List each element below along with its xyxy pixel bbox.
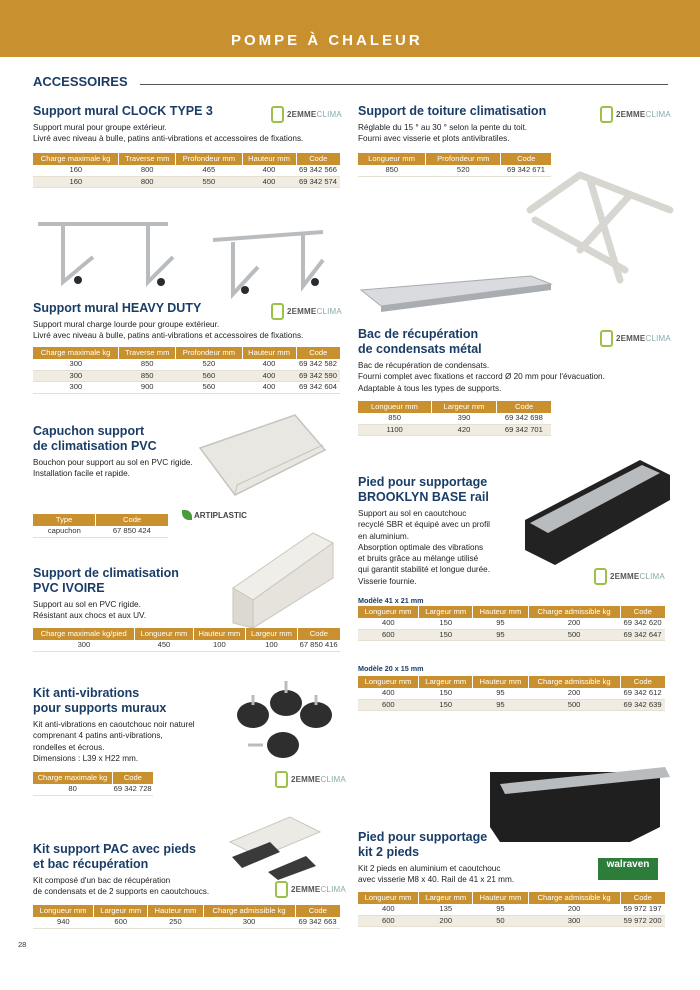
product-table: [358, 892, 665, 927]
drip-tray-image: [356, 268, 556, 313]
product-description: Bouchon pour support au sol en PVC rigide. Installation facile et rapide.: [33, 458, 193, 479]
col-header: Charge admissible kg: [203, 905, 295, 917]
col-header: Code: [96, 514, 168, 526]
col-header: Charge maximale kg/pied: [33, 628, 135, 640]
col-header: Hauteur mm: [193, 628, 246, 640]
zemmeclima-logo: 2EMMECLIMA: [594, 568, 665, 585]
product-title: Capuchon support de climatisation PVC: [33, 424, 157, 453]
col-header: Code: [297, 628, 340, 640]
col-header: Hauteur mm: [473, 892, 528, 904]
col-header: Longueur mm: [135, 628, 193, 640]
product-title: Support de climatisation PVC IVOIRE: [33, 566, 179, 595]
col-header: Profondeur mm: [426, 153, 501, 165]
col-header: Type: [33, 514, 96, 526]
zemmeclima-logo: 2EMMECLIMA: [271, 106, 342, 123]
product-description: Support mural charge lourde pour groupe extérieur. Livré avec niveau à bulle, patins anti-vibrations et accessoires de fixations.: [33, 320, 304, 341]
col-header: Hauteur mm: [242, 153, 296, 165]
table-row: 850 390 69 342 698: [358, 413, 551, 424]
walraven-logo: walraven: [598, 858, 658, 880]
product-title: Pied pour supportage BROOKLYN BASE rail: [358, 475, 489, 504]
product-description: Kit 2 pieds en aluminium et caoutchouc avec visserie M8 x 40. Rail de 41 x 21 mm.: [358, 864, 515, 885]
product-kit-anti-vibrations: [33, 686, 243, 764]
col-header: Code: [501, 153, 551, 165]
table-row: 160 800 550 400 69 342 574: [33, 176, 340, 188]
product-title: Support de toiture climatisation: [358, 104, 547, 118]
brooklyn-base-image: [520, 455, 680, 570]
page-header: [0, 0, 700, 57]
table-row: 300 900 560 400 69 342 604: [33, 382, 340, 394]
pvc-support-image: [228, 528, 338, 628]
table-row: 850 520 69 342 671: [358, 165, 551, 176]
zemmeclima-logo: 2EMMECLIMA: [275, 771, 346, 788]
product-description: Réglable du 15 ° au 30 ° selon la pente du toit. Fourni avec visserie et plots antivibratiles.: [358, 123, 528, 144]
product-title: Support mural HEAVY DUTY: [33, 301, 202, 315]
product-table: [358, 606, 665, 641]
table-row: 400 150 95 200 69 342 612: [358, 688, 665, 699]
product-brooklyn: [358, 475, 528, 587]
col-header: Code: [620, 676, 665, 688]
product-title: Support mural CLOCK TYPE 3: [33, 104, 213, 118]
zemmeclima-logo: 2EMMECLIMA: [600, 106, 671, 123]
col-header: Charge admissible kg: [528, 606, 620, 618]
col-header: Charge admissible kg: [528, 676, 620, 688]
col-header: Largeur mm: [419, 892, 473, 904]
product-table: [33, 153, 340, 188]
table-row: 300 850 560 400 69 342 590: [33, 370, 340, 382]
product-table: [33, 772, 153, 796]
product-kit-2-pieds: [358, 830, 578, 886]
col-header: Code: [620, 606, 665, 618]
product-pvc-ivoire: [33, 566, 233, 622]
table-row: 80 69 342 728: [33, 784, 153, 795]
product-table: [33, 628, 340, 652]
table-row: 600 150 95 500 69 342 639: [358, 699, 665, 711]
col-header: Traverse mm: [119, 347, 176, 359]
col-header: Hauteur mm: [473, 606, 528, 618]
col-header: Largeur mm: [94, 905, 148, 917]
col-header: Longueur mm: [358, 401, 431, 413]
col-header: Largeur mm: [419, 676, 473, 688]
col-header: Code: [497, 401, 551, 413]
page-number: 28: [18, 940, 27, 949]
table-row: capuchon 67 850 424: [33, 526, 168, 537]
col-header: Profondeur mm: [176, 347, 242, 359]
table-row: 160 800 465 400 69 342 566: [33, 165, 340, 176]
table-row: 940 600 250 300 69 342 663: [33, 917, 340, 928]
col-header: Hauteur mm: [242, 347, 296, 359]
col-header: Longueur mm: [33, 905, 94, 917]
col-header: Traverse mm: [119, 153, 176, 165]
pvc-cap-image: [195, 410, 330, 500]
product-description: Support au sol en caoutchouc recyclé SBR et équipé avec un profil en aluminium. Absorption optimale des vibrations et bruits grâce au mélange utilisé qui garantit stabilité et longue durée. Visserie fournie.: [358, 509, 490, 586]
product-description: Support au sol en PVC rigide. Résistant aux chocs et aux UV.: [33, 600, 147, 621]
col-header: Largeur mm: [419, 606, 473, 618]
product-description: Kit anti-vibrations en caoutchouc noir naturel comprenant 4 patins anti-vibrations, rondelles et écrous. Dimensions : L39 x H22 mm.: [33, 720, 195, 763]
col-header: Profondeur mm: [176, 153, 242, 165]
section-title: ACCESSOIRES: [33, 74, 128, 89]
product-title: Kit anti-vibrations pour supports muraux: [33, 686, 167, 715]
col-header: Code: [296, 153, 340, 165]
product-bac: [358, 327, 608, 394]
product-table: [358, 401, 551, 436]
model-label: Modèle 41 x 21 mm: [358, 596, 424, 605]
product-table: [33, 514, 168, 538]
artiplastic-logo: ARTIPLASTIC: [182, 510, 247, 520]
col-header: Code: [296, 347, 340, 359]
product-description: Support mural pour groupe extérieur. Livré avec niveau à bulle, patins anti-vibrations et accessoires de fixations.: [33, 123, 304, 144]
anti-vibration-pads-image: [228, 675, 348, 765]
zemmeclima-logo: 2EMMECLIMA: [271, 303, 342, 320]
col-header: Hauteur mm: [473, 676, 528, 688]
product-description: Kit composé d'un bac de récupération de condensats et de 2 supports en caoutchoucs.: [33, 876, 210, 897]
product-title: Pied pour supportage kit 2 pieds: [358, 830, 488, 859]
col-header: Largeur mm: [246, 628, 298, 640]
table-row: 400 150 95 200 69 342 620: [358, 618, 665, 629]
product-kit-pac: [33, 842, 273, 898]
table-row: 400 135 95 200 59 972 197: [358, 904, 665, 915]
page-title: POMPE À CHALEUR: [231, 32, 423, 49]
table-row: 300 850 520 400 69 342 582: [33, 359, 340, 370]
col-header: Longueur mm: [358, 676, 419, 688]
col-header: Charge admissible kg: [528, 892, 620, 904]
product-title: Kit support PAC avec pieds et bac récupération: [33, 842, 196, 871]
wall-bracket-image: [33, 212, 333, 302]
product-description: Bac de récupération de condensats. Fourni complet avec fixations et raccord Ø 20 mm pour l'évacuation. Adaptable à tous les types de supports.: [358, 361, 605, 393]
section-divider: [140, 84, 668, 85]
col-header: Code: [620, 892, 665, 904]
col-header: Longueur mm: [358, 606, 419, 618]
col-header: Charge maximale kg: [33, 347, 119, 359]
model-label: Modèle 20 x 15 mm: [358, 664, 424, 673]
table-row: 600 150 95 500 69 342 647: [358, 629, 665, 641]
product-title: Bac de récupération de condensats métal: [358, 327, 482, 356]
col-header: Charge maximale kg: [33, 772, 112, 784]
product-table: [33, 905, 340, 929]
col-header: Code: [295, 905, 340, 917]
col-header: Hauteur mm: [148, 905, 203, 917]
col-header: Code: [112, 772, 153, 784]
product-capuchon: [33, 424, 203, 480]
col-header: Largeur mm: [431, 401, 497, 413]
col-header: Charge maximale kg: [33, 153, 119, 165]
table-row: 1100 420 69 342 701: [358, 424, 551, 436]
col-header: Longueur mm: [358, 892, 419, 904]
table-row: 600 200 50 300 59 972 200: [358, 915, 665, 927]
zemmeclima-logo: 2EMMECLIMA: [600, 330, 671, 347]
product-table: [33, 347, 340, 394]
col-header: Longueur mm: [358, 153, 426, 165]
product-table: [358, 676, 665, 711]
zemmeclima-logo: 2EMMECLIMA: [275, 881, 346, 898]
table-row: 300 450 100 100 67 850 416: [33, 640, 340, 651]
product-toiture: [358, 104, 598, 145]
